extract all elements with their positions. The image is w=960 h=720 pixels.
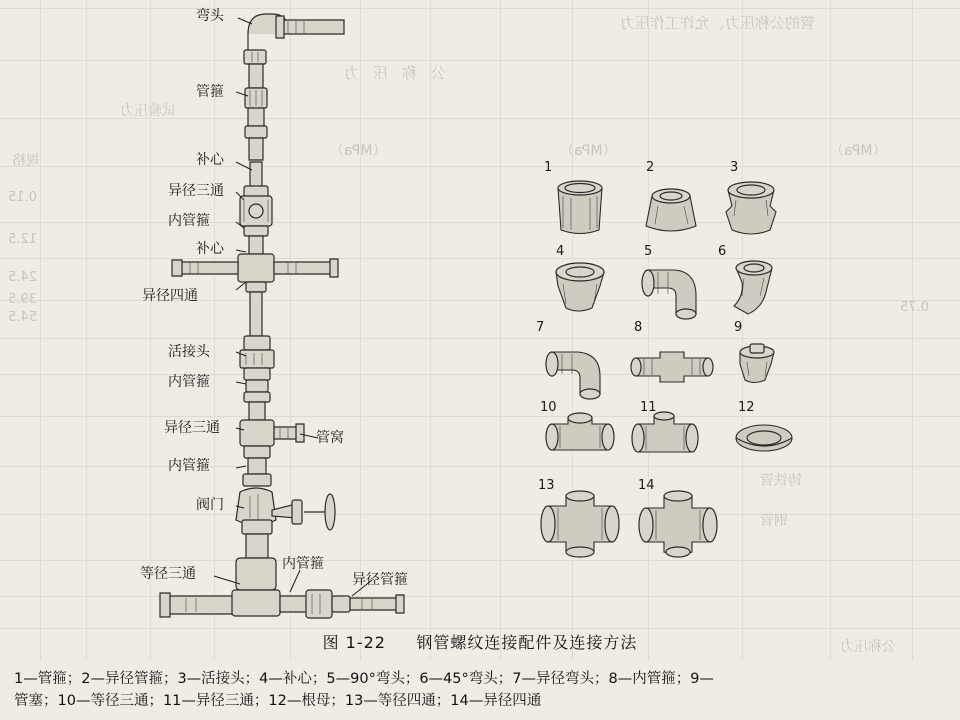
fitting-13-equal-cross: [541, 491, 619, 557]
label-equal-tee: 等径三通: [140, 566, 196, 582]
ghost-number-9: 54.5: [8, 310, 37, 325]
caption-number: 图 1-22: [322, 633, 386, 652]
ghost-number-8: 39.5: [8, 292, 37, 307]
ghost-cell-5: （MPa）: [830, 143, 887, 159]
fitting-number-13: 13: [538, 478, 555, 493]
fitting-number-5: 5: [644, 244, 653, 259]
fitting-7-reducing-elbow: [546, 352, 600, 399]
fitting-2-reducing-collar: [646, 189, 696, 231]
assembly-collar-1: [245, 88, 267, 160]
assembly-bushing-tee: [240, 162, 272, 254]
fitting-number-14: 14: [638, 478, 655, 493]
label-inner-collar-3: 内管箍: [168, 458, 210, 474]
ghost-number-5: 0.15: [8, 190, 37, 205]
fitting-number-9: 9: [734, 320, 743, 335]
fitting-3-union: [726, 182, 776, 234]
label-reducing-tee-1: 异径三通: [168, 183, 224, 199]
label-inner-collar-2: 内管箍: [168, 374, 210, 390]
figure-caption: [0, 630, 960, 653]
fitting-number-6: 6: [718, 244, 727, 259]
caption-title: 钢管螺纹连接配件及连接方法: [416, 633, 638, 652]
assembly-reducing-tee-2: [240, 420, 304, 486]
ghost-cell-7: 钢管: [760, 513, 788, 529]
fitting-14-reducing-cross: [639, 491, 717, 557]
ghost-top-line: 管的公称压力、允许工作压力: [620, 14, 816, 32]
legend-line-2: 管塞；10—等径三通；11—异径三通；12—根母；13—等径四通；14—异径四通: [14, 693, 542, 709]
ghost-bottom-note: 公称压力: [840, 639, 896, 655]
assembly-valve: [236, 488, 335, 558]
label-bushing-1: 补心: [196, 152, 224, 168]
label-pipe-nest: 管窝: [316, 430, 344, 446]
ghost-number-7: 24.5: [8, 270, 37, 285]
label-bend-head: 弯头: [196, 8, 224, 24]
fitting-number-1: 1: [544, 160, 553, 175]
fitting-number-4: 4: [556, 244, 565, 259]
ghost-cell-1: 试验压力: [120, 103, 176, 119]
fitting-number-12: 12: [738, 400, 755, 415]
fitting-11-reducing-tee: [632, 412, 698, 452]
label-reducing-cross-1: 异径四通: [142, 288, 198, 304]
fitting-number-2: 2: [646, 160, 655, 175]
ghost-cell-11: 规格: [12, 153, 40, 169]
ghost-cell-3: （MPa）: [330, 143, 387, 159]
fitting-number-7: 7: [536, 320, 545, 335]
fitting-number-3: 3: [730, 160, 739, 175]
assembly-union: [240, 336, 274, 420]
fitting-number-10: 10: [540, 400, 557, 415]
assembly-elbow-top: [244, 14, 344, 64]
fitting-10-equal-tee: [546, 413, 614, 450]
fitting-4-bushing: [556, 263, 604, 311]
fitting-6-45-elbow: [734, 261, 772, 314]
legend-line-1: 1—管箍；2—异径管箍；3—活接头；4—补心；5—90°弯头；6—45°弯头；7—异径弯头；8—内管箍；9—: [14, 671, 714, 687]
ghost-cell-0: 公称压力: [330, 64, 447, 82]
fitting-8-inner-collar: [631, 352, 713, 382]
label-union: 活接头: [168, 344, 210, 360]
label-pipe-collar-1: 管箍: [196, 84, 224, 100]
ghost-cell-6: 铸铁管: [760, 473, 802, 489]
figure-legend: [14, 668, 946, 712]
fitting-number-11: 11: [640, 400, 657, 415]
label-bushing-2: 补心: [196, 241, 224, 257]
fitting-1-collar: [558, 181, 602, 234]
ghost-cell-4: （MPa）: [560, 143, 617, 159]
label-valve: 阀门: [196, 497, 224, 513]
label-inner-collar-1: 内管箍: [168, 213, 210, 229]
ghost-number-0: 0.75: [900, 300, 929, 315]
label-reducing-tee-2: 异径三通: [164, 420, 220, 436]
fitting-number-8: 8: [634, 320, 643, 335]
ghost-number-6: 12.5: [8, 232, 37, 247]
label-inner-collar-4: 内管箍: [282, 556, 324, 572]
fitting-12-lock-nut: [736, 425, 792, 451]
label-reducing-collar: 异径管箍: [352, 572, 408, 588]
fitting-5-90-elbow: [642, 270, 696, 319]
fitting-9-plug: [740, 344, 774, 383]
